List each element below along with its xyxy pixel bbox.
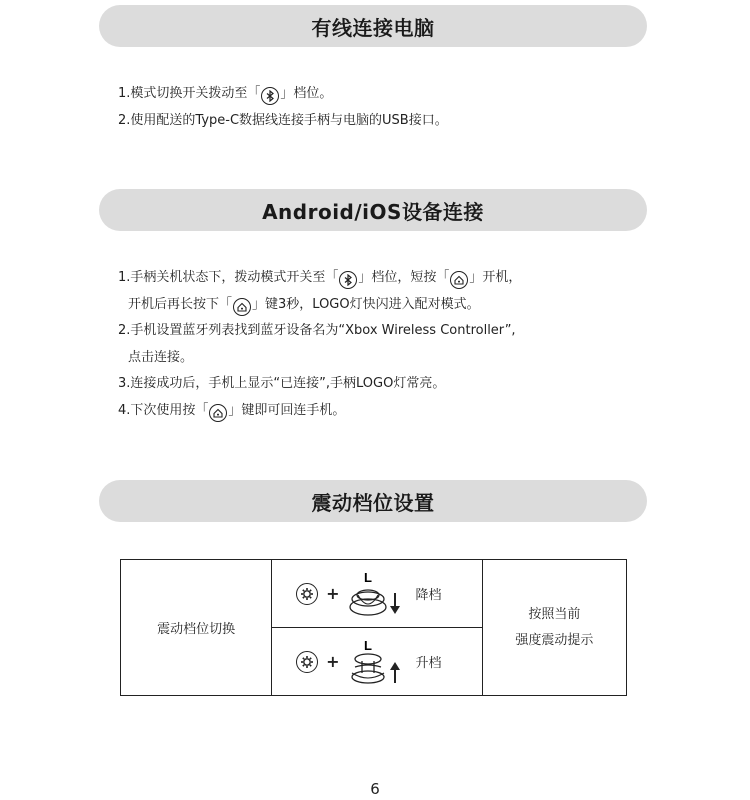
- up-label: 升档: [415, 656, 442, 671]
- stick-letter-down: L: [363, 569, 372, 585]
- home-icon: [233, 298, 251, 316]
- page-number: 6: [370, 780, 380, 798]
- gear-icon: [296, 583, 318, 605]
- android-step-4-text-a: 4.下次使用按「: [118, 402, 209, 418]
- section-title-vibration-text: 震动档位设置: [311, 490, 435, 515]
- home-icon: [209, 404, 227, 422]
- vibration-table: [120, 559, 627, 696]
- vibration-switch-cell: 震动档位切换: [121, 560, 272, 696]
- bluetooth-icon: [339, 271, 357, 289]
- android-step-4: [118, 398, 521, 425]
- section-title-wired-text: 有线连接电脑: [311, 15, 435, 40]
- section-title-vibration: [99, 480, 647, 522]
- android-step-1-cont: [118, 292, 521, 319]
- joystick-down-icon: [348, 569, 404, 619]
- android-step-1-text-e: 」键3秒，LOGO灯快闪进入配对模式。: [252, 296, 480, 312]
- wired-step-1-text-a: 1.模式切换开关拨动至「: [118, 86, 261, 101]
- android-step-2: 2.手机设置蓝牙列表找到蓝牙设备名为“Xbox Wireless Controller”,: [118, 323, 516, 338]
- stick-letter-up: L: [363, 637, 372, 653]
- android-step-1-text-b: 」档位，短按「: [358, 270, 450, 285]
- plus-sign: +: [326, 652, 340, 671]
- android-steps: [118, 265, 521, 424]
- wired-steps: [118, 81, 448, 134]
- vibration-hint-cell: [482, 560, 626, 696]
- android-step-1-text-c: 」开机，: [469, 270, 522, 285]
- android-step-2-cont: 点击连接。: [128, 349, 194, 365]
- down-label: 降档: [415, 588, 442, 603]
- wired-step-1: [118, 81, 448, 108]
- android-step-1: [118, 265, 521, 292]
- gear-icon: [296, 651, 318, 673]
- joystick-up-icon: [348, 637, 404, 687]
- android-step-4-text-b: 」键即可回连手机。: [228, 402, 346, 418]
- wired-step-2: 2.使用配送的Type-C数据线连接手柄与电脑的USB接口。: [118, 112, 448, 128]
- plus-sign: +: [326, 584, 340, 603]
- android-step-1-text-a: 1.手柄关机状态下，拨动模式开关至「: [118, 270, 339, 285]
- home-icon: [450, 271, 468, 289]
- android-step-1-text-d: 开机后再长按下「: [128, 296, 233, 312]
- wired-step-1-text-b: 」档位。: [280, 86, 333, 101]
- vibration-down-cell: [272, 560, 483, 628]
- section-title-wired: [99, 5, 647, 47]
- section-title-android-text: Android/iOS设备连接: [262, 199, 484, 224]
- vibration-up-cell: [272, 628, 483, 696]
- vibration-hint-line-2: 强度震动提示: [515, 632, 594, 648]
- section-title-android: [99, 189, 647, 231]
- bluetooth-icon: [261, 87, 279, 105]
- vibration-hint-line-1: 按照当前: [528, 606, 581, 622]
- android-step-3: 3.连接成功后，手机上显示“已连接”,手柄LOGO灯常亮。: [118, 376, 446, 391]
